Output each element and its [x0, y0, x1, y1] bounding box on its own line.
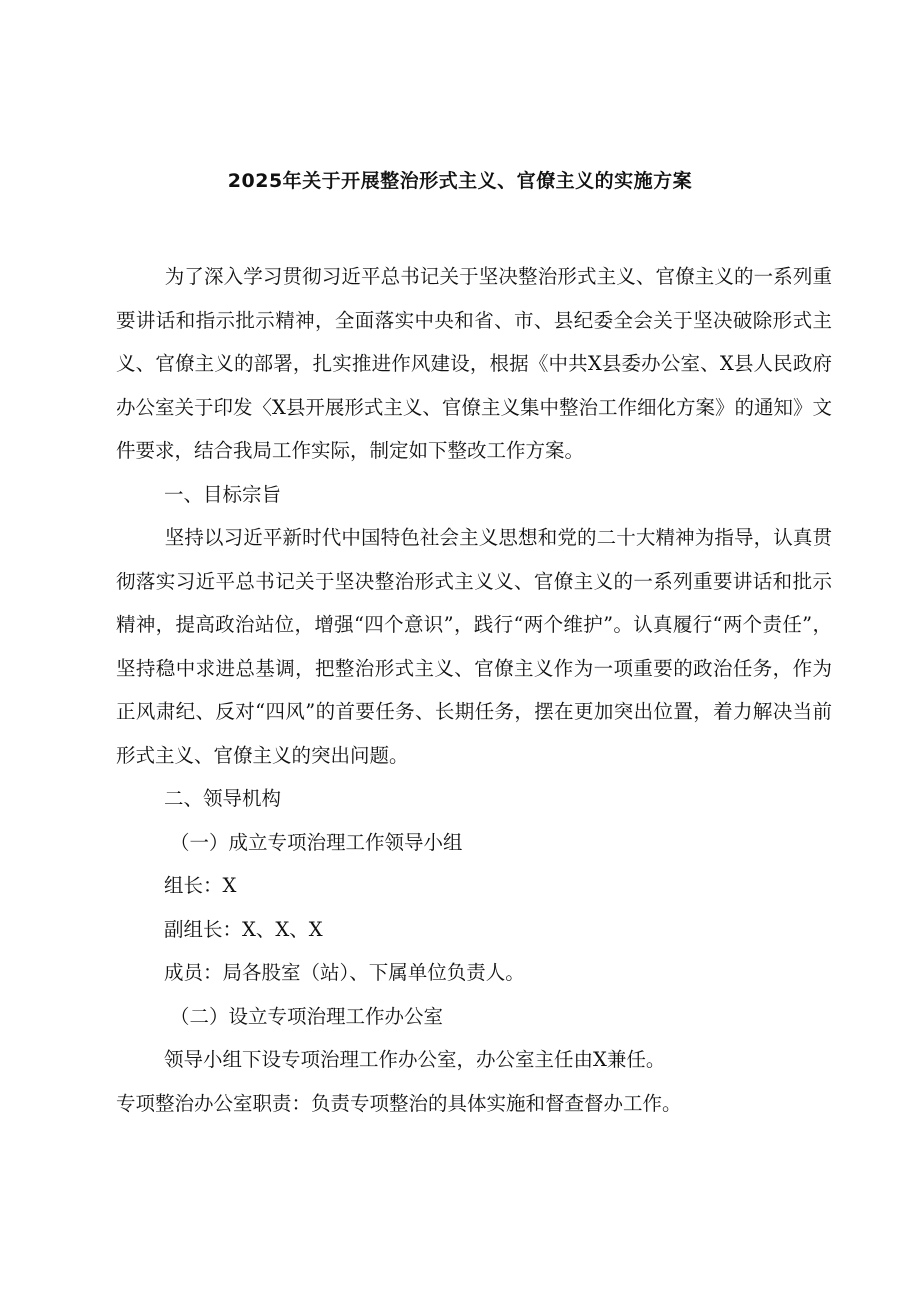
section-heading-goals: 一、目标宗旨	[164, 482, 282, 506]
document-body	[116, 255, 832, 1125]
members-line: 成员：局各股室（站）、下属单位负责人。	[164, 961, 525, 984]
office-line: 领导小组下设专项治理工作办公室，办公室主任由X兼任。	[164, 1048, 666, 1071]
section-heading-leadership: 二、领导机构	[164, 787, 282, 810]
document-title: 2025年关于开展整治形式主义、官僚主义的实施方案	[227, 170, 693, 192]
deputy-leader-line: 副组长：X、X、X	[164, 917, 323, 941]
goals-paragraph: 坚持以习近平新时代中国特色社会主义思想和党的二十大精神为指导，认真贯彻落实习近平总书记关于坚决整治形式主义义、官僚主义的一系列重要讲话和批示精神，提高政治站位，增强“四个意识”，践行“两个维护”。认真履行“两个责任”，坚持稳中求进总基调，把整治形式主义、官僚主义作为一项重要的政治任务，作为正风肃纪、反对“四风”的首要任务、长期任务，摆在更加突出位置，着力解决当前形式主义、官僚主义的突出问题。	[116, 526, 832, 767]
subheading-leading-group: （一）成立专项治理工作领导小组	[170, 830, 463, 854]
intro-paragraph: 为了深入学习贯彻习近平总书记关于坚决整治形式主义、官僚主义的一系列重要讲话和指示批示精神，全面落实中央和省、市、县纪委全会关于坚决破除形式主义、官僚主义的部署，扎实推进作风建设，根据《中共X县委办公室、X县人民政府办公室关于印发〈X县开展形式主义、官僚主义集中整治工作细化方案》的通知》文件要求，结合我局工作实际，制定如下整改工作方案。	[116, 265, 832, 462]
office-duty-line: 专项整治办公室职责：负责专项整治的具体实施和督查督办工作。	[116, 1091, 682, 1115]
subheading-office: （二）设立专项治理工作办公室	[170, 1004, 444, 1028]
leader-line: 组长：X	[164, 874, 237, 897]
